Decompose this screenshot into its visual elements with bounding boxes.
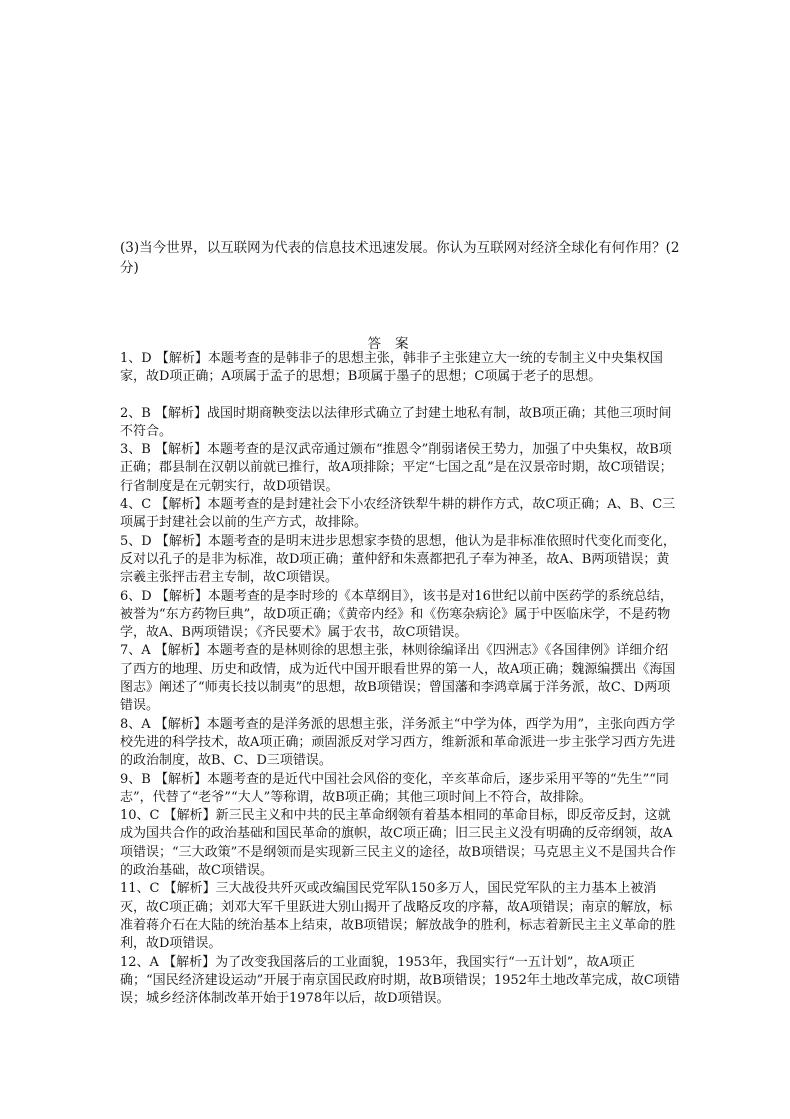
answer-item-9: 9、B 【解析】本题考查的是近代中国社会风俗的变化，辛亥革命后，逐步采用平等的“先生”“同志”，代替了“老爷”“大人”等称谓，故B项正确；其他三项时间上不符合，故排除。 xyxy=(120,771,669,805)
answer-item-2: 2、B 【解析】战国时期商鞅变法以法律形式确立了封建土地私有制，故B项正确；其他三项时间不符合。 xyxy=(120,405,672,439)
answer-list xyxy=(120,350,680,1008)
answer-item-6: 6、D 【解析】本题考查的是李时珍的《本草纲目》，该书是对16世纪以前中医药学的系统总结，被誉为“东方药物巨典”，故D项正确；《黄帝内经》和《伤寒杂病论》属于中医临床学，不是药物学，故A、B两项错误；《齐民要术》属于农书，故C项错误。 xyxy=(120,588,673,641)
answer-item-3: 3、B 【解析】本题考查的是汉武帝通过颁布“推恩令”削弱诸侯王势力，加强了中央集权，故B项正确；郡县制在汉朝以前就已推行，故A项排除；平定“七国之乱”是在汉景帝时期，故C项错误；行省制度是在元朝实行，故D项错误。 xyxy=(120,442,673,494)
answer-title: 答案 xyxy=(367,336,423,352)
answer-item-1: 1、D 【解析】本题考查的是韩非子的思想主张，韩非子主张建立大一统的专制主义中央集权国家，故D项正确；A项属于孟子的思想；B项属于墨子的思想；C项属于老子的思想。 xyxy=(120,351,663,385)
answer-item-7: 7、A 【解析】本题考查的是林则徐的思想主张，林则徐编译出《四洲志》《各国律例》详细介绍了西方的地理、历史和政情，成为近代中国开眼看世界的第一人，故A项正确；魏源编撰出《海国图志》阐述了“师夷长技以制夷”的思想，故B项错误；曾国藩和李鸿章属于洋务派，故C、D两项错误。 xyxy=(120,643,676,714)
answer-item-11: 11、C 【解析】三大战役共歼灭或改编国民党军队150多万人，国民党军队的主力基本上被消灭，故C项正确；刘邓大军千里跃进大别山揭开了战略反攻的序幕，故A项错误；南京的解放，标准着蒋介石在大陆的统治基本上结束，故B项错误；解放战争的胜利，标志着新民主主义革命的胜利，故D项错误。 xyxy=(120,881,676,952)
answer-item-8: 8、A 【解析】本题考查的是洋务派的思想主张，洋务派主“中学为体，西学为用”，主张向西方学校先进的科学技术，故A项正确；顽固派反对学习西方，维新派和革命派进一步主张学习西方先进的政治制度，故B、C、D三项错误。 xyxy=(120,716,676,769)
question-3: (3)当今世界，以互联网为代表的信息技术迅速发展。你认为互联网对经济全球化有何作用？(2分) xyxy=(120,239,680,276)
answer-item-4: 4、C 【解析】本题考查的是封建社会下小农经济铁犁牛耕的耕作方式，故C项正确；A、B、C三项属于封建社会以前的生产方式，故排除。 xyxy=(120,497,676,531)
answer-item-5: 5、D 【解析】本题考查的是明末进步思想家李贽的思想，他认为是非标准依照时代变化而变化，反对以孔子的是非为标准，故D项正确；董仲舒和朱熹都把孔子奉为神圣，故A、B两项错误；黄宗羲主张抨击君主专制，故C项错误。 xyxy=(120,533,676,586)
answer-item-10: 10、C 【解析】新三民主义和中共的民主革命纲领有着基本相同的革命目标，即反帝反封，这就成为国共合作的政治基础和国民革命的旗帜，故C项正确；旧三民主义没有明确的反帝纲领，故A项错误；“三大政策”不是纲领而是实现新三民主义的途径，故B项错误；马克思主义不是国共合作的政治基础，故C项错误。 xyxy=(120,808,676,879)
answer-item-12: 12、A 【解析】为了改变我国落后的工业面貌，1953年，我国实行“一五计划”，故A项正确；“国民经济建设运动”开展于南京国民政府时期，故B项错误；1952年土地改革完成，故C项错误；城乡经济体制改革开始于1978年以后，故D项错误。 xyxy=(120,954,680,1007)
